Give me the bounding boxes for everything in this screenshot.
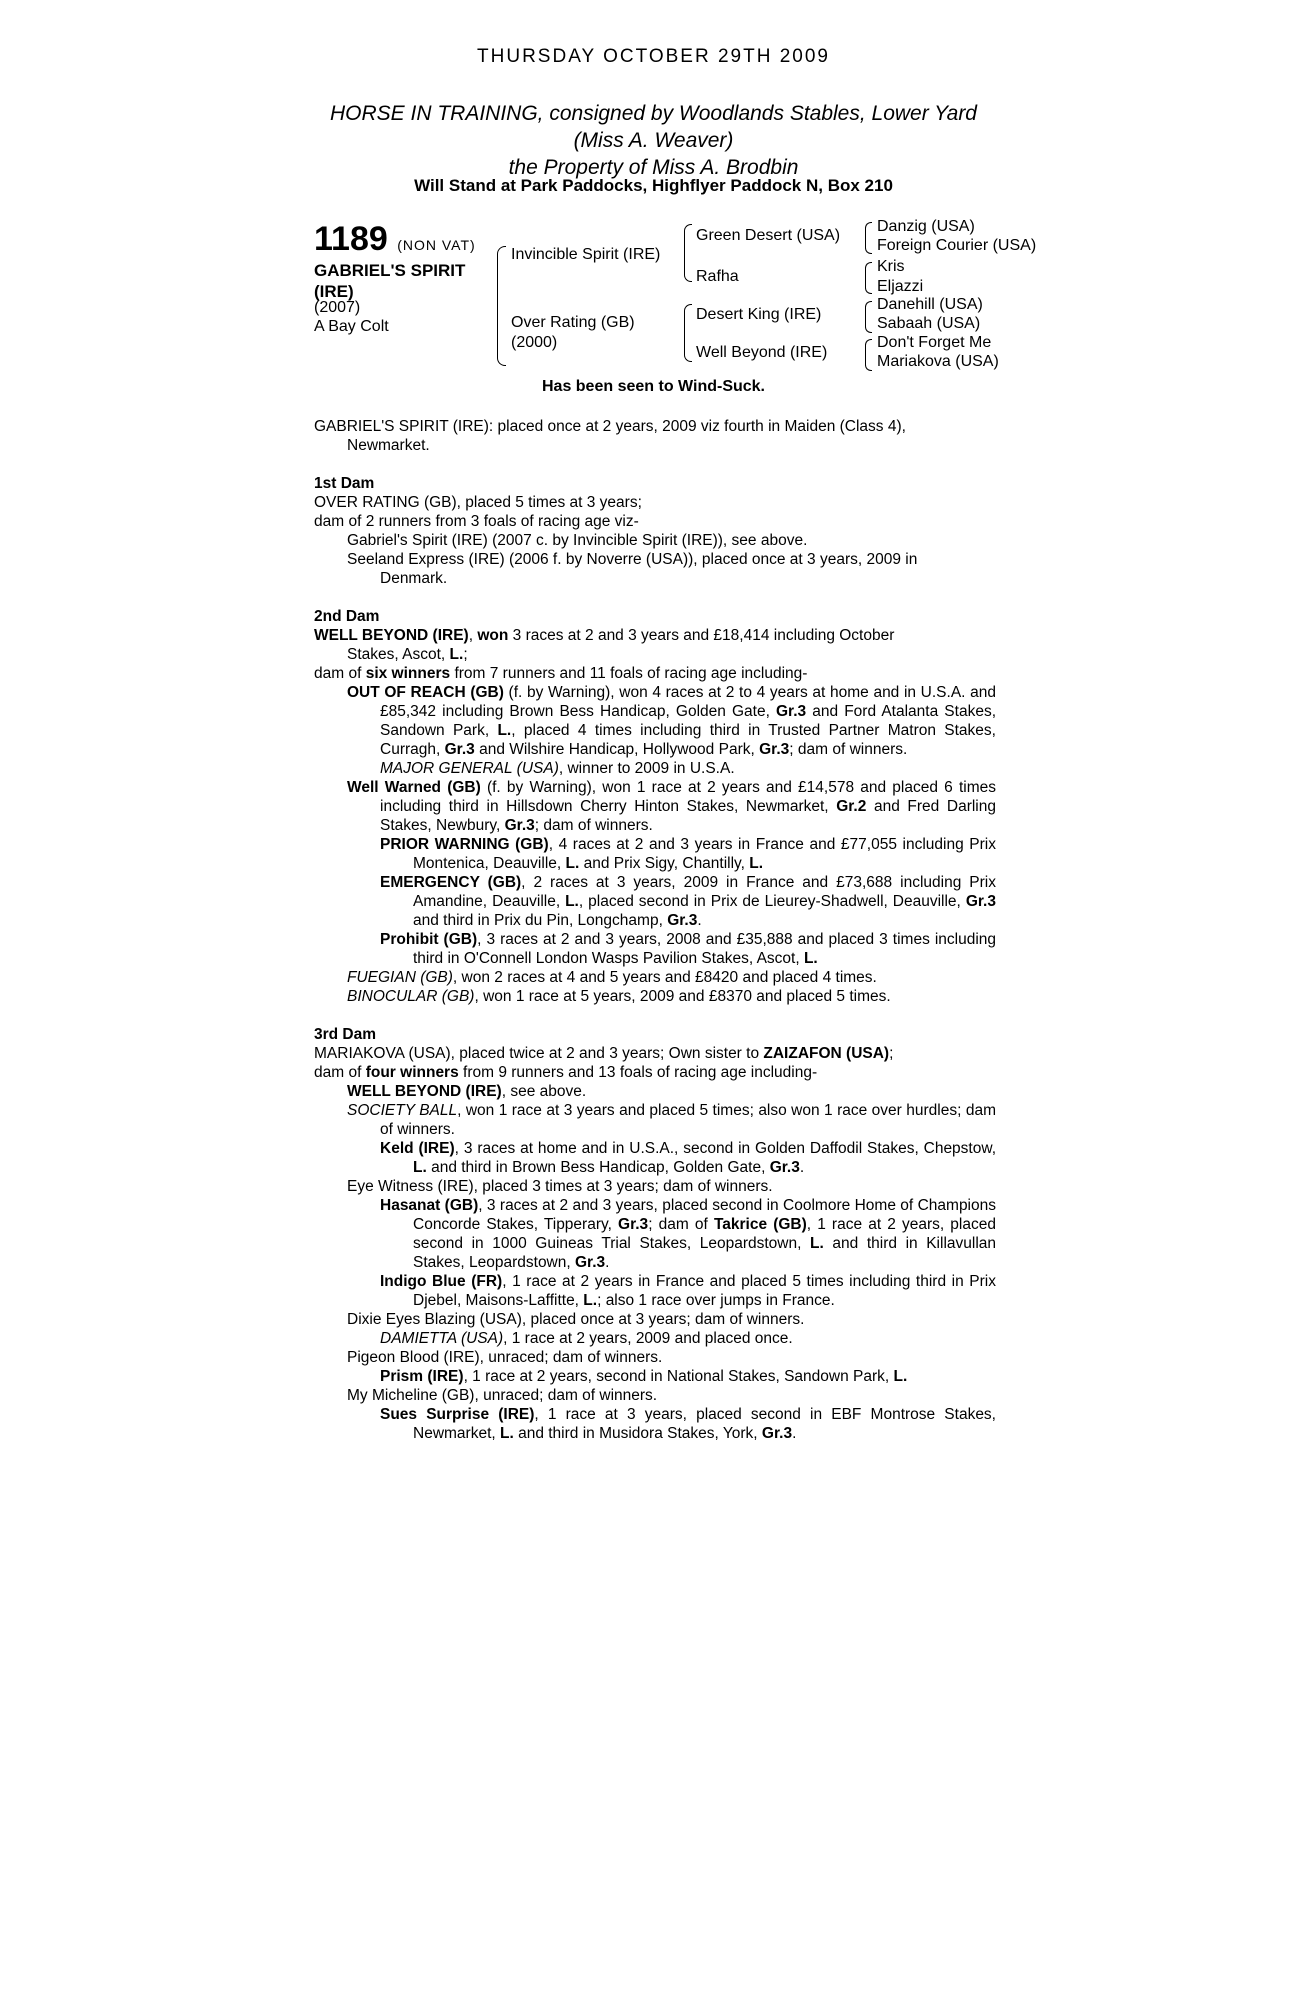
- mg-rest: , winner to 2009 in U.S.A.: [558, 760, 735, 777]
- em-t3: and third in Prix du Pin, Longchamp,: [413, 912, 668, 929]
- sale-date: THURSDAY OCTOBER 29TH 2009: [477, 46, 830, 67]
- td-wb: WELL BEYOND (IRE): [347, 1083, 502, 1100]
- brace-sd: [865, 262, 872, 294]
- wind-suck-notice: Has been seen to Wind-Suck.: [541, 378, 765, 395]
- ss-g: Gr.3: [761, 1425, 793, 1442]
- ke-name: Keld (IRE): [380, 1140, 455, 1157]
- oor-t5: ; dam of winners.: [789, 741, 908, 758]
- out-of-reach-entry: [314, 683, 996, 759]
- em-listed: L.: [565, 893, 579, 910]
- pw-l2: L.: [749, 855, 764, 872]
- ib-name: Indigo Blue (FR): [380, 1273, 503, 1290]
- ha-listed: L.: [810, 1235, 824, 1252]
- pedigree-dam-year: (2000): [511, 334, 558, 351]
- wb-l2a: Stakes, Ascot,: [347, 646, 450, 663]
- ke-listed: L.: [413, 1159, 427, 1176]
- ha-t1: , 3 races at 2 and 3 years, placed second in Coolmore Home of Champions Concorde Stakes, Tipperary,: [413, 1197, 996, 1233]
- wb-name: WELL BEYOND (IRE): [314, 627, 469, 644]
- ha-t2: ; dam of: [648, 1216, 714, 1233]
- first-dam-line-2: dam of 2 runners from 3 foals of racing age viz-: [314, 513, 639, 530]
- brace-dam: [684, 304, 692, 362]
- brace-ss: [865, 222, 872, 254]
- major-general-entry: [314, 759, 996, 778]
- ww-t1: (f. by Warning), won 1 race at 2 years and £14,578 and placed 6 times including third in Hillsdown Cherry Hinton Stakes, Newmarket,: [380, 779, 996, 815]
- first-dam-line-3: Gabriel's Spirit (IRE) (2007 c. by Invincible Spirit (IRE)), see above.: [347, 532, 808, 549]
- well-warned-entry: [314, 778, 996, 835]
- pigeon-blood-entry: Pigeon Blood (IRE), unraced; dam of winners.: [347, 1349, 663, 1366]
- wb-won: won: [477, 627, 509, 644]
- em-t2: , placed second in Prix de Lieurey-Shadwell, Deauville,: [578, 893, 966, 910]
- prior-warning-entry: [314, 835, 996, 873]
- wb-l2b: ;: [463, 646, 468, 663]
- pedigree-ddd: Mariakova (USA): [877, 353, 999, 370]
- pr-name: Prohibit (GB): [380, 931, 478, 948]
- ib-listed: L.: [583, 1292, 598, 1309]
- ke-t1: , 3 races at home and in U.S.A., second in Golden Daffodil Stakes, Chepstow,: [454, 1140, 997, 1157]
- pedigree-sd: Rafha: [696, 268, 739, 285]
- fu-name: FUEGIAN (GB): [347, 969, 453, 986]
- vat-status: (NON VAT): [397, 237, 476, 253]
- society-ball-entry: [314, 1101, 996, 1139]
- second-dam-line-1: [314, 626, 996, 645]
- pm-name: Prism (IRE): [380, 1368, 464, 1385]
- ha-t5: .: [605, 1254, 610, 1271]
- bi-name: BINOCULAR (GB): [347, 988, 475, 1005]
- horse-name-line-2: (IRE): [314, 282, 354, 301]
- ss-t1: , 1 race at 3 years, placed second in EBF Montrose Stakes, Newmarket,: [413, 1406, 996, 1442]
- consign-line-1: HORSE IN TRAINING, consigned by Woodlands Stables, Lower Yard: [329, 102, 977, 125]
- em-t4: .: [697, 912, 702, 929]
- em-g2: Gr.3: [667, 912, 698, 929]
- keld-entry: [314, 1139, 996, 1177]
- td-l1b: ZAIZAFON (USA): [763, 1045, 890, 1062]
- second-dam-produce-line: [314, 664, 996, 683]
- td-l1c: ;: [889, 1045, 894, 1062]
- oor-t4: and Wilshire Handicap, Hollywood Park,: [474, 741, 760, 758]
- third-dam-produce-line: [314, 1063, 996, 1082]
- sb-rest: , won 1 race at 3 years and placed 5 times; also won 1 race over hurdles; dam of winners.: [380, 1102, 996, 1138]
- my-micheline-entry: My Micheline (GB), unraced; dam of winners.: [347, 1387, 658, 1404]
- eye-witness-entry: Eye Witness (IRE), placed 3 times at 3 years; dam of winners.: [347, 1178, 773, 1195]
- sb-name: SOCIETY BALL: [347, 1102, 458, 1119]
- first-dam-line-4a: Seeland Express (IRE) (2006 f. by Noverre (USA)), placed once at 3 years, 2009 in: [347, 551, 918, 568]
- ib-t2: ; also 1 race over jumps in France.: [597, 1292, 835, 1309]
- ss-name: Sues Surprise (IRE): [380, 1406, 535, 1423]
- wb-sep: ,: [468, 627, 478, 644]
- ke-t2: and third in Brown Bess Handicap, Golden Gate,: [426, 1159, 770, 1176]
- stand-location: Will Stand at Park Paddocks, Highflyer Paddock N, Box 210: [414, 176, 893, 195]
- binocular-entry: [314, 987, 996, 1006]
- dixie-eyes-entry: Dixie Eyes Blazing (USA), placed once at 3 years; dam of winners.: [347, 1311, 805, 1328]
- pedigree-sire: Invincible Spirit (IRE): [511, 246, 661, 263]
- sues-surprise-entry: [314, 1405, 996, 1443]
- ww-t3: ; dam of winners.: [534, 817, 653, 834]
- ha-t4: and third in Killavullan Stakes, Leopardstown,: [413, 1235, 997, 1271]
- ss-listed: L.: [500, 1425, 514, 1442]
- oor-g1: Gr.3: [775, 703, 807, 720]
- horse-name: [314, 260, 465, 302]
- pedigree-ds: Desert King (IRE): [696, 306, 822, 323]
- ha-name: Hasanat (GB): [380, 1197, 479, 1214]
- sd-dam-a: dam of: [314, 665, 366, 682]
- em-g1: Gr.3: [965, 893, 996, 910]
- pm-t1: , 1 race at 2 years, second in National Stakes, Sandown Park,: [463, 1368, 894, 1385]
- intro-line-2: Newmarket.: [347, 437, 430, 454]
- td-dam-a: dam of: [314, 1064, 366, 1081]
- bi-rest: , won 1 race at 5 years, 2009 and £8370 and placed 5 times.: [474, 988, 891, 1005]
- well-beyond-entry: [314, 1082, 996, 1101]
- third-dam-line-1: [314, 1044, 996, 1063]
- pr-listed: L.: [803, 950, 818, 967]
- lot-number: [314, 220, 476, 259]
- emergency-entry: [314, 873, 996, 930]
- prism-entry: [314, 1367, 996, 1386]
- brace-ds: [865, 301, 872, 333]
- pw-name: PRIOR WARNING (GB): [380, 836, 549, 853]
- ke-g: Gr.3: [769, 1159, 800, 1176]
- horse-description: A Bay Colt: [314, 318, 389, 335]
- ha-g1: Gr.3: [618, 1216, 649, 1233]
- pedigree-dam: Over Rating (GB): [511, 314, 635, 331]
- da-rest: , 1 race at 2 years, 2009 and placed once.: [503, 1330, 793, 1347]
- ww-name: Well Warned (GB): [347, 779, 481, 796]
- td-dam-c: from 9 runners and 13 foals of racing age including-: [458, 1064, 818, 1081]
- ww-g2: Gr.3: [504, 817, 535, 834]
- da-name: DAMIETTA (USA): [380, 1330, 504, 1347]
- first-dam-line-4b: Denmark.: [380, 570, 448, 587]
- ww-g1: Gr.2: [836, 798, 867, 815]
- pedigree-dsd: Sabaah (USA): [877, 315, 981, 332]
- ww-t2: and Fred Darling Stakes, Newbury,: [380, 798, 996, 834]
- horse-name-line-1: GABRIEL'S SPIRIT: [314, 261, 466, 280]
- ss-t3: .: [792, 1425, 797, 1442]
- oor-g3: Gr.3: [759, 741, 790, 758]
- hasanat-entry: [314, 1196, 996, 1272]
- oor-listed: L.: [497, 722, 512, 739]
- ha-t3: , 1 race at 2 years, placed second in 1000 Guineas Trial Stakes, Leopardstown,: [413, 1216, 996, 1252]
- intro-line-1: GABRIEL'S SPIRIT (IRE): placed once at 2 years, 2009 viz fourth in Maiden (Class 4),: [314, 418, 906, 435]
- pedigree-dss: Danehill (USA): [877, 296, 983, 313]
- consignment-text: [0, 100, 1307, 181]
- pedigree-ss: Green Desert (USA): [696, 227, 841, 244]
- pm-listed: L.: [893, 1368, 908, 1385]
- ha-takrice: Takrice (GB): [713, 1216, 807, 1233]
- mg-name: MAJOR GENERAL (USA): [380, 760, 559, 777]
- fu-rest: , won 2 races at 4 and 5 years and £8420 and placed 4 times.: [452, 969, 877, 986]
- pr-t1: , 3 races at 2 and 3 years, 2008 and £35,888 and placed 3 times including third in O'Connell London Wasps Pavilion Stakes, Ascot,: [413, 931, 997, 967]
- brace-dd: [865, 339, 872, 371]
- damietta-entry: [314, 1329, 996, 1348]
- brace-gen1: [497, 246, 506, 366]
- td-l1a: MARIAKOVA (USA), placed twice at 2 and 3 years; Own sister to: [314, 1045, 764, 1062]
- pedigree-dd: Well Beyond (IRE): [696, 344, 828, 361]
- catalogue-body: [314, 417, 996, 1443]
- indigo-blue-entry: [314, 1272, 996, 1310]
- td-wb-rest: , see above.: [501, 1083, 587, 1100]
- pedigree-sss: Danzig (USA): [877, 218, 975, 235]
- consign-line-2: (Miss A. Weaver): [573, 129, 734, 152]
- em-t1: , 2 races at 3 years, 2009 in France and £73,688 including Prix Amandine, Deauville,: [413, 874, 996, 910]
- pw-l1: L.: [565, 855, 580, 872]
- horse-year: (2007): [314, 299, 361, 316]
- ke-t3: .: [799, 1159, 805, 1176]
- oor-name: OUT OF REACH (GB): [347, 684, 504, 701]
- oor-t3: , placed 4 times including third in Trusted Partner Matron Stakes, Curragh,: [380, 722, 996, 758]
- sd-dam-b: six winners: [365, 665, 451, 682]
- second-dam-heading: 2nd Dam: [314, 608, 380, 625]
- oor-t1: (f. by Warning), won 4 races at 2 to 4 years at home and in U.S.A. and £85,342 including Brown Bess Handicap, Golden Gate,: [380, 684, 996, 720]
- third-dam-heading: 3rd Dam: [314, 1026, 377, 1043]
- ss-t2: and third in Musidora Stakes, York,: [513, 1425, 762, 1442]
- wb-rest: 3 races at 2 and 3 years and £18,414 including October: [508, 627, 895, 644]
- pedigree-ssd: Foreign Courier (USA): [877, 237, 1037, 254]
- first-dam-heading: 1st Dam: [314, 475, 375, 492]
- second-dam-line-2: [314, 645, 996, 664]
- em-name: EMERGENCY (GB): [380, 874, 522, 891]
- consign-line-3: the Property of Miss A. Brodbin: [508, 156, 799, 179]
- pedigree-sdd: Eljazzi: [877, 278, 924, 295]
- sd-dam-c: from 7 runners and 11 foals of racing age including-: [450, 665, 808, 682]
- lot-number-value: 1189: [314, 220, 388, 258]
- pedigree-dds: Don't Forget Me: [877, 334, 992, 351]
- oor-g2: Gr.3: [444, 741, 475, 758]
- td-dam-b: four winners: [365, 1064, 459, 1081]
- first-dam-line-1: OVER RATING (GB), placed 5 times at 3 years;: [314, 494, 642, 511]
- horse-meta: [314, 298, 389, 336]
- oor-t2: and Ford Atalanta Stakes, Sandown Park,: [380, 703, 996, 739]
- ib-t1: , 1 race at 2 years in France and placed 5 times including third in Prix Djebel, Maisons-Laffitte,: [413, 1273, 996, 1309]
- prohibit-entry: [314, 930, 996, 968]
- pw-t1: , 4 races at 2 and 3 years in France and £77,055 including Prix Montenica, Deauville,: [413, 836, 996, 872]
- wb-listed: L.: [449, 646, 464, 663]
- pw-t2: and Prix Sigy, Chantilly,: [579, 855, 750, 872]
- brace-sire: [684, 224, 692, 282]
- ha-g2: Gr.3: [575, 1254, 606, 1271]
- fuegian-entry: [314, 968, 996, 987]
- pedigree-sds: Kris: [877, 258, 905, 275]
